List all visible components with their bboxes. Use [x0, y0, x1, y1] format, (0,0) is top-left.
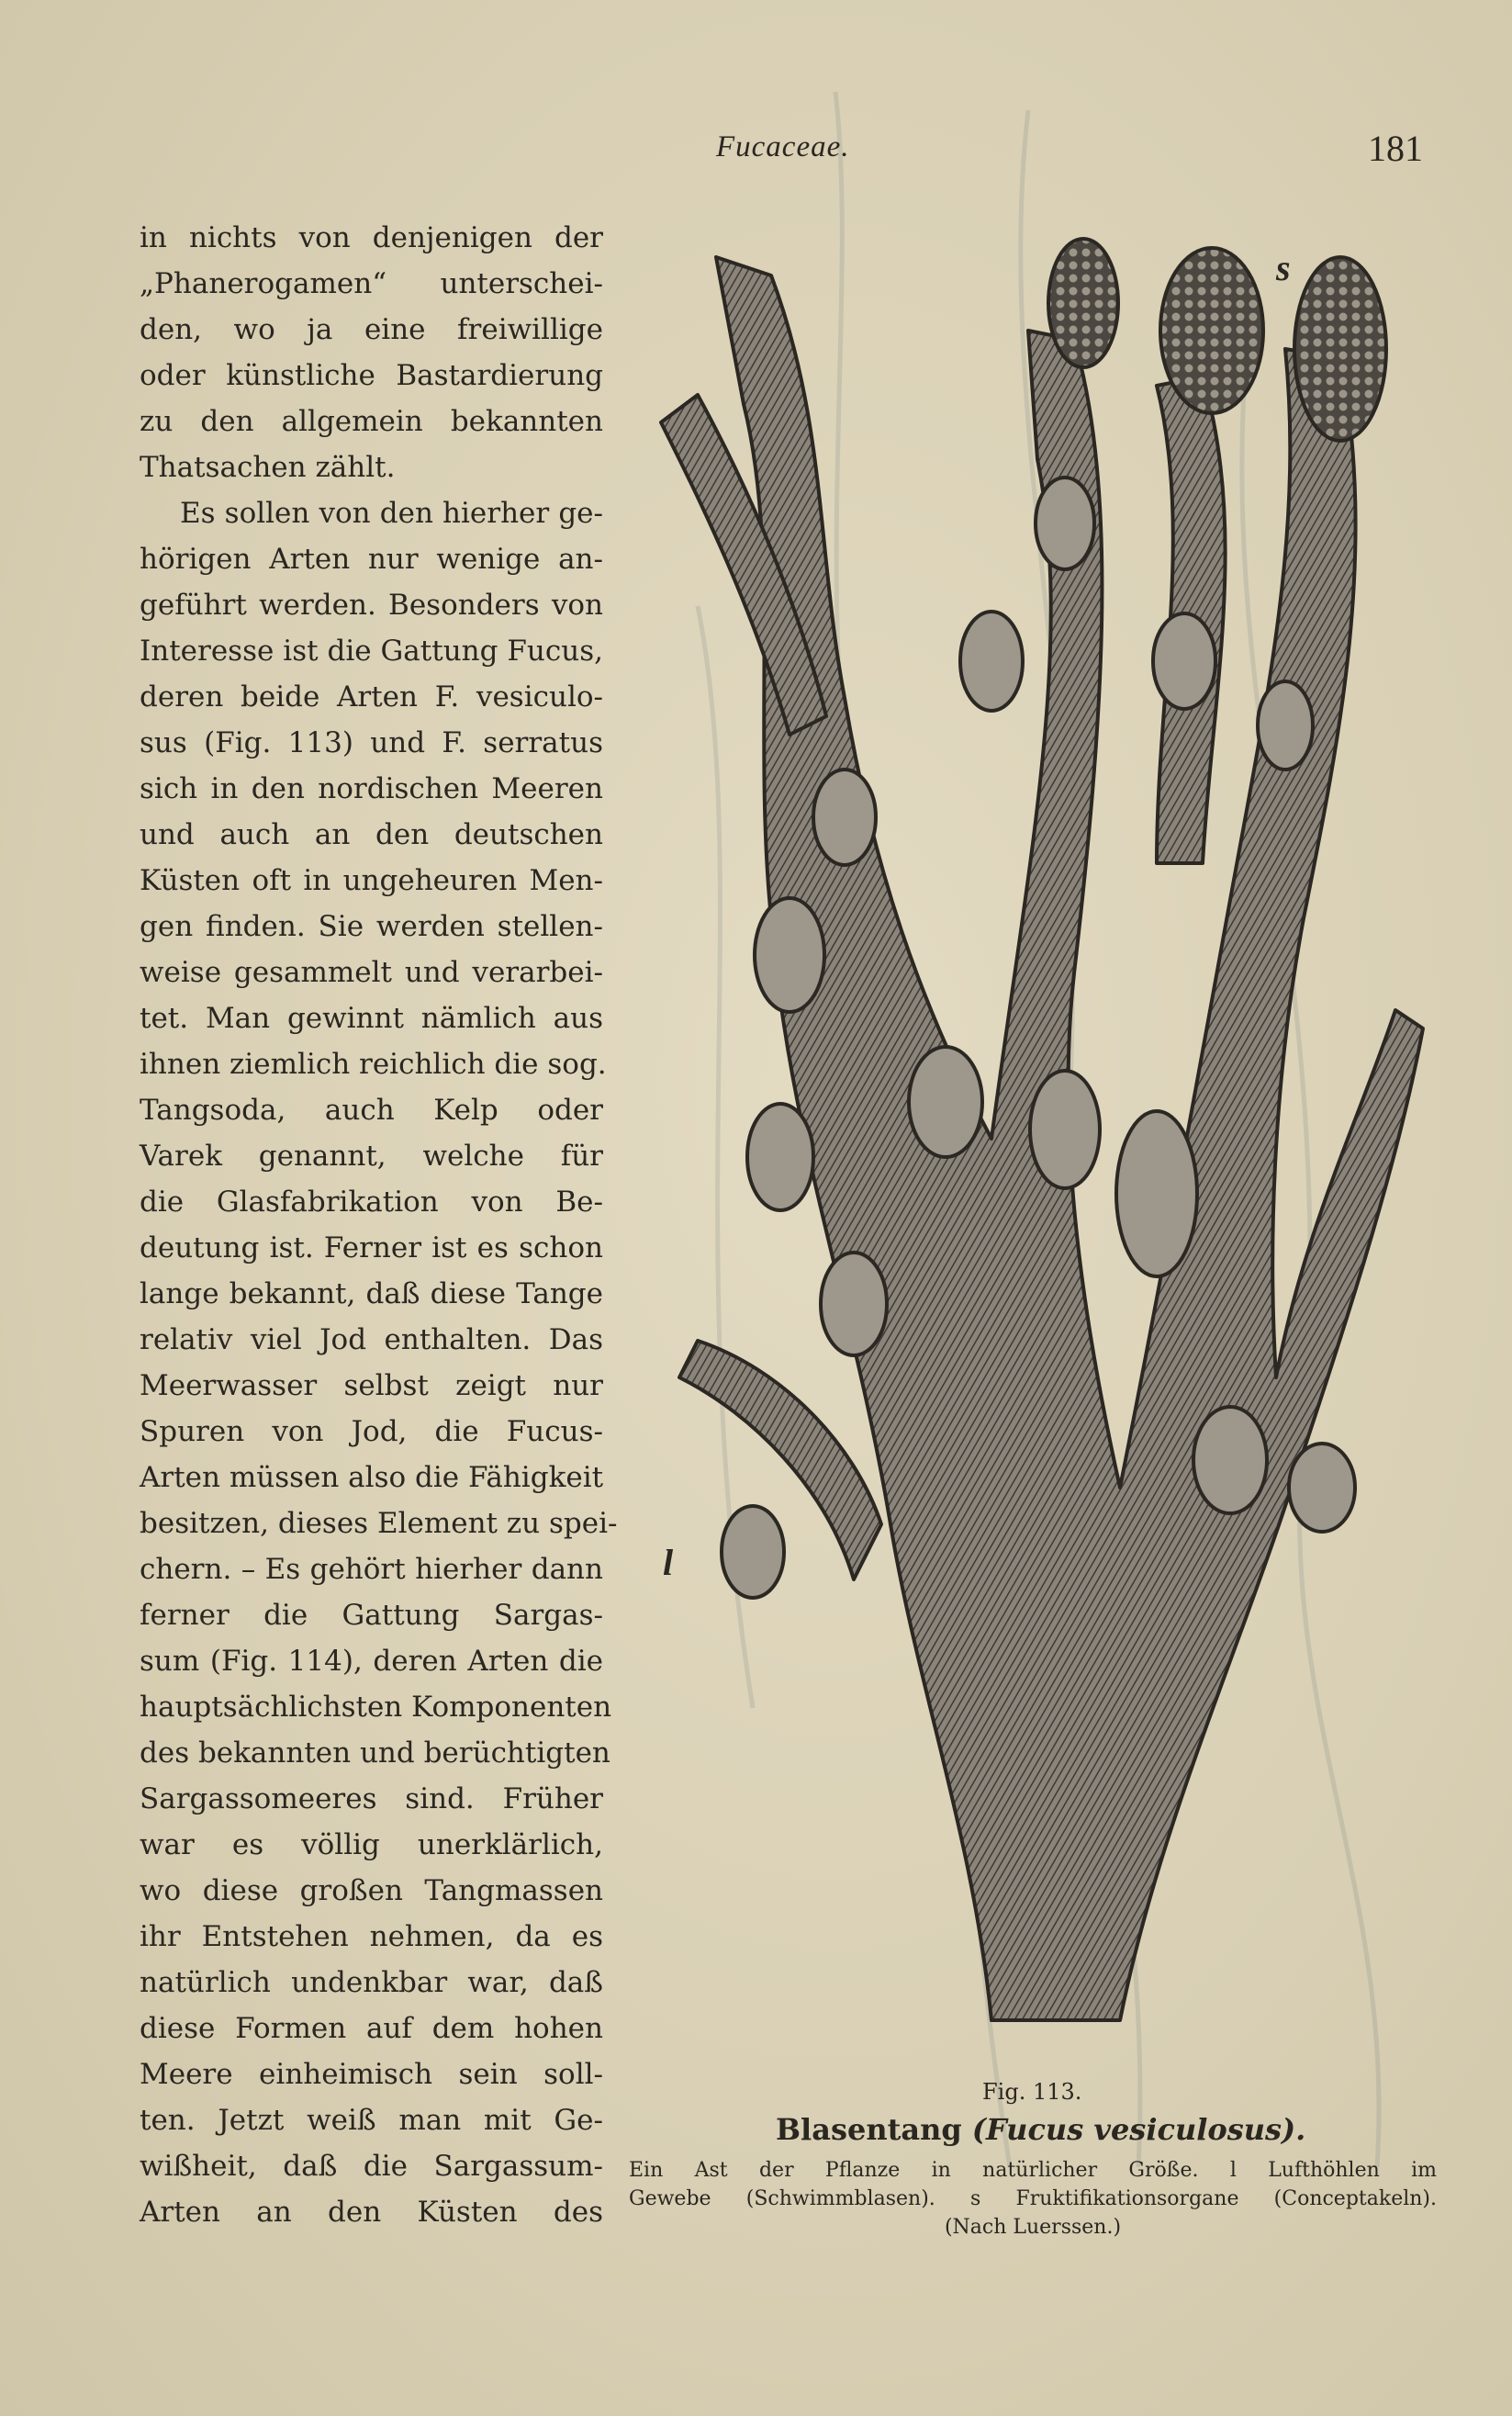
text-line: chern. – Es gehört hierher dann: [140, 1553, 603, 1586]
text-line: weise gesammelt und verarbei-: [140, 956, 603, 989]
text-line: diese Formen auf dem hohen: [140, 2012, 603, 2045]
text-line: des bekannten und berüchtigten: [140, 1736, 610, 1770]
fucus-vesiculosus-illustration: [643, 220, 1432, 2057]
text-line: gen finden. Sie werden stellen-: [140, 910, 603, 943]
text-line: wißheit, daß die Sargassum-: [140, 2150, 603, 2183]
figure-number: Fig. 113.: [982, 2079, 1082, 2105]
text-line: Spuren von Jod, die Fucus-: [140, 1415, 603, 1448]
text-line: den, wo ja eine freiwillige: [140, 313, 603, 346]
text-line: Meerwasser selbst zeigt nur: [140, 1369, 603, 1402]
text-line: Tangsoda, auch Kelp oder: [140, 1094, 603, 1127]
text-line: ihnen ziemlich reichlich die sog.: [140, 1048, 607, 1081]
text-line: und auch an den deutschen: [140, 818, 603, 851]
figure-title-german: Blasentang: [776, 2112, 962, 2147]
text-line: lange bekannt, daß diese Tange: [140, 1277, 603, 1310]
text-line: oder künstliche Bastardierung: [140, 359, 603, 392]
body-text-column: [140, 215, 618, 2235]
text-line: hörigen Arten nur wenige an-: [140, 543, 603, 576]
text-line: deutung ist. Ferner ist es schon: [140, 1231, 603, 1264]
text-line: tet. Man gewinnt nämlich aus: [140, 1002, 603, 1035]
caption-line: Gewebe (Schwimmblasen). s Fruktifikationsorgane (Conceptakeln).: [629, 2187, 1437, 2210]
text-line: wo diese großen Tangmassen: [140, 1874, 603, 1907]
text-line: Arten an den Küsten des: [140, 2196, 603, 2229]
text-line: war es völlig unerklärlich,: [140, 1828, 603, 1861]
text-line: ihr Entstehen nehmen, da es: [140, 1920, 603, 1953]
text-line: deren beide Arten F. vesiculo-: [140, 680, 603, 714]
text-line: Meere einheimisch sein soll-: [140, 2058, 603, 2091]
text-line: ten. Jetzt weiß man mit Ge-: [140, 2104, 603, 2137]
text-line: geführt werden. Besonders von: [140, 589, 603, 622]
text-line: zu den allgemein bekannten: [140, 405, 603, 438]
text-line: Es sollen von den hierher ge-: [180, 497, 603, 530]
text-line: Sargassomeeres sind. Früher: [140, 1782, 603, 1815]
text-line: Varek genannt, welche für: [140, 1140, 603, 1173]
text-line: sus (Fig. 113) und F. serratus: [140, 726, 603, 759]
text-line: Interesse ist die Gattung Fucus,: [140, 635, 603, 668]
text-line: sum (Fig. 114), deren Arten die: [140, 1645, 603, 1678]
text-line: Thatsachen zählt.: [140, 451, 396, 484]
text-line: sich in den nordischen Meeren: [140, 772, 603, 805]
caption-line: (Nach Luerssen.): [944, 2216, 1122, 2239]
text-line: natürlich undenkbar war, daß: [140, 1966, 603, 1999]
figure-caption: [629, 2156, 1437, 2242]
text-line: relativ viel Jod enthalten. Das: [140, 1323, 603, 1356]
marker-s-conceptacle: s: [1276, 247, 1291, 288]
caption-line: Ein Ast der Pflanze in natürlicher Größe. l Lufthöhlen im: [629, 2159, 1437, 2182]
text-line: „Phanerogamen“ unterschei-: [140, 267, 603, 300]
marker-l-bladder: l: [663, 1542, 674, 1583]
text-line: Arten müssen also die Fähigkeit: [140, 1461, 604, 1494]
text-line: in nichts von denjenigen der: [140, 221, 603, 254]
text-line: die Glasfabrikation von Be-: [140, 1186, 603, 1219]
text-line: ferner die Gattung Sargas-: [140, 1599, 603, 1632]
running-head: Fucaceae.: [716, 130, 850, 163]
text-line: besitzen, dieses Element zu spei-: [140, 1507, 618, 1540]
figure-title: [776, 2112, 1437, 2147]
text-line: Küsten oft in ungeheuren Men-: [140, 864, 603, 897]
text-line: hauptsächlichsten Komponenten: [140, 1691, 612, 1724]
page-number: 181: [1368, 128, 1423, 169]
figure-title-latin: (Fucus vesiculosus).: [971, 2112, 1306, 2147]
